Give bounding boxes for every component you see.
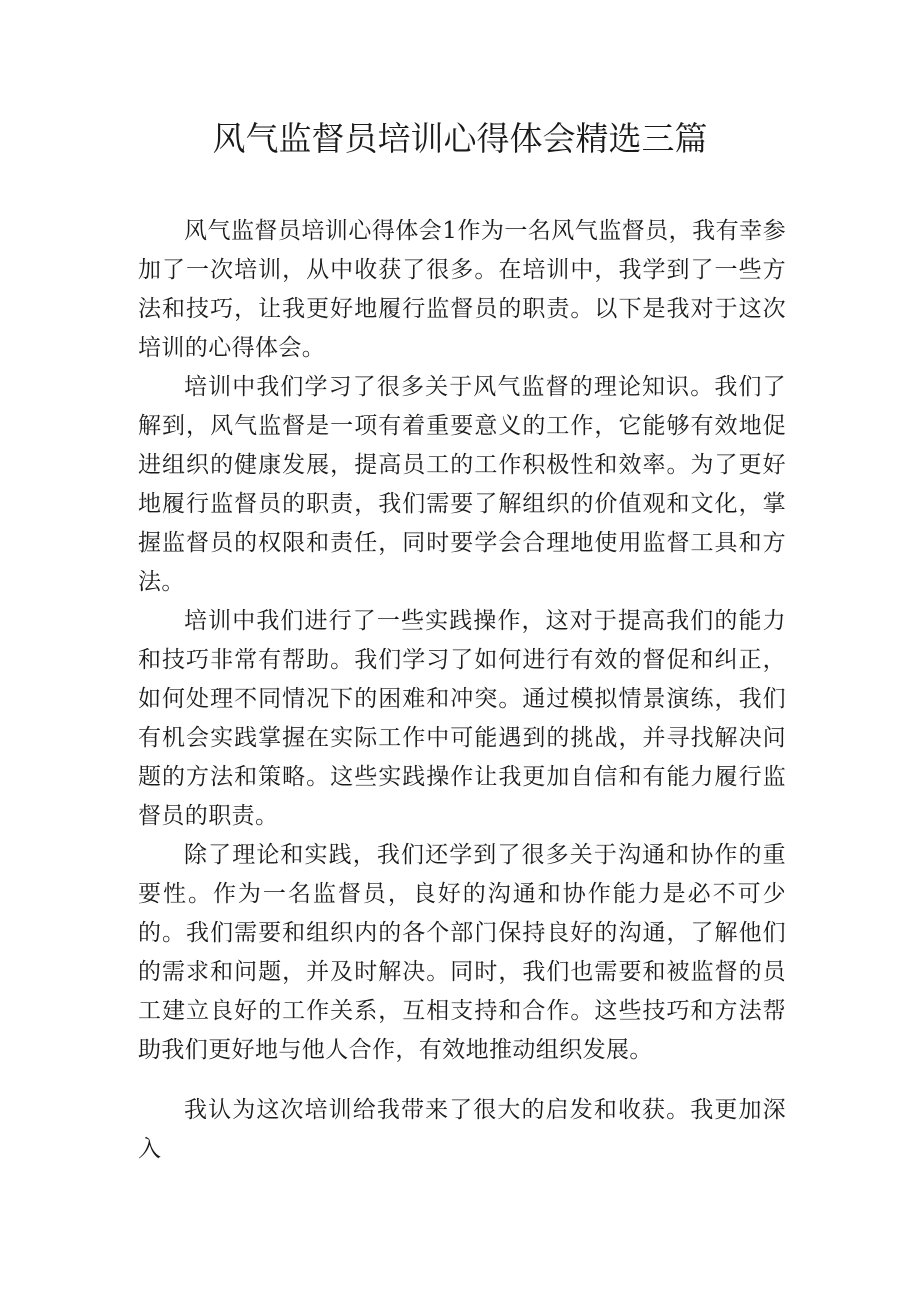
document-title: 风气监督员培训心得体会精选三篇: [212, 119, 708, 158]
paragraph-1: 风气监督员培训心得体会1作为一名风气监督员，我有幸参加了一次培训，从中收获了很多。在培训中，我学到了一些方法和技巧，让我更好地履行监督员的职责。以下是我对于这次培训的心得体会。: [138, 218, 786, 361]
paragraph-4: 除了理论和实践，我们还学到了很多关于沟通和协作的重要性。作为一名监督员，良好的沟通和协作能力是必不可少的。我们需要和组织内的各个部门保持良好的沟通，了解他们的需求和问题，并及时解决。同时，我们也需要和被监督的员工建立良好的工作关系，互相支持和合作。这些技巧和方法帮助我们更好地与他人合作，有效地推动组织发展。: [138, 842, 786, 1063]
paragraph-3: 培训中我们进行了一些实践操作，这对于提高我们的能力和技巧非常有帮助。我们学习了如何进行有效的督促和纠正，如何处理不同情况下的困难和冲突。通过模拟情景演练，我们有机会实践掌握在实际工作中可能遇到的挑战，并寻找解决问题的方法和策略。这些实践操作让我更加自信和有能力履行监督员的职责。: [138, 608, 786, 829]
paragraph-2: 培训中我们学习了很多关于风气监督的理论知识。我们了解到，风气监督是一项有着重要意义的工作，它能够有效地促进组织的健康发展，提高员工的工作积极性和效率。为了更好地履行监督员的职责，我们需要了解组织的价值观和文化，掌握监督员的权限和责任，同时要学会合理地使用监督工具和方法。: [138, 374, 786, 595]
document-body: [138, 212, 786, 1169]
paragraph-5: 我认为这次培训给我带来了很大的启发和收获。我更加深入: [138, 1097, 786, 1162]
